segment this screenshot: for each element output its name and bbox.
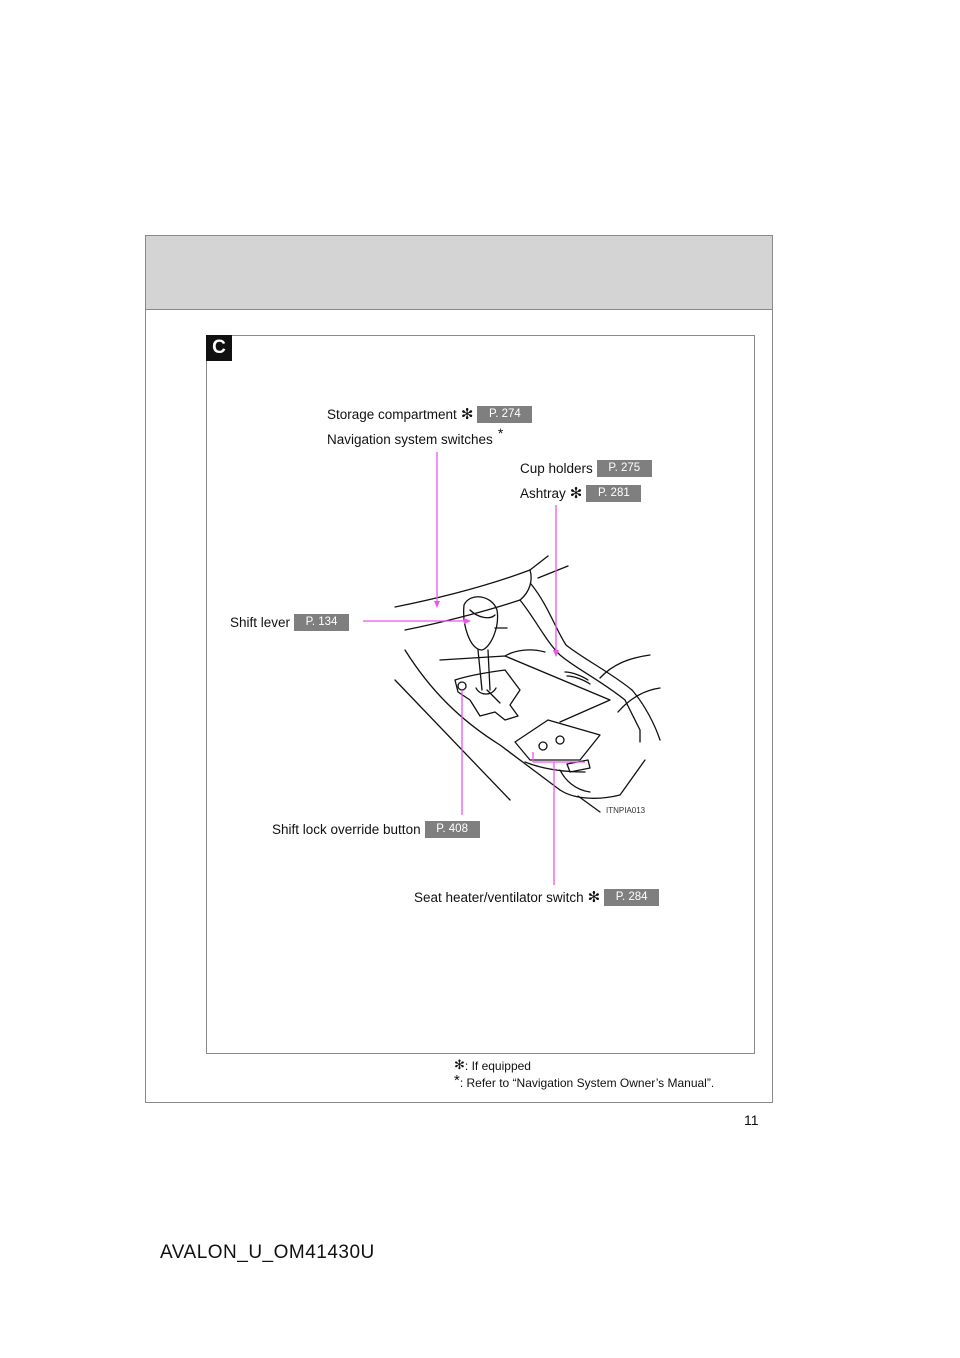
footnote-if-equipped-text: : If equipped <box>464 1059 531 1073</box>
cup-holders-page-ref[interactable]: P. 275 <box>597 460 652 477</box>
footnote-nav-manual <box>454 1072 715 1092</box>
seat-heater-label: Seat heater/ventilator switch <box>414 889 584 905</box>
shift-lever-page-ref[interactable]: P. 134 <box>294 614 349 631</box>
if-equipped-symbol: ✻ <box>587 888 601 906</box>
shift-lever-label: Shift lever <box>230 614 291 630</box>
nav-manual-symbol: * <box>454 1072 460 1089</box>
ashtray-page-ref[interactable]: P. 281 <box>586 485 641 502</box>
cup-holders-callout <box>520 459 652 477</box>
shift-lock-override-callout <box>272 820 480 838</box>
navigation-switches-callout <box>327 425 504 448</box>
seat-heater-page-ref[interactable]: P. 284 <box>604 889 659 906</box>
footnotes <box>454 1058 714 1092</box>
storage-compartment-page-ref[interactable]: P. 274 <box>477 406 532 423</box>
page-number: 11 <box>744 1112 759 1128</box>
cup-holders-label: Cup holders <box>520 460 593 476</box>
navigation-switches-label: Navigation system switches <box>327 431 493 447</box>
storage-compartment-callout <box>327 405 532 423</box>
shift-lever-callout <box>230 613 349 631</box>
footnote-if-equipped <box>454 1058 714 1075</box>
figure-code: ITNPIA013 <box>606 806 646 815</box>
seat-heater-callout <box>414 888 659 906</box>
if-equipped-symbol: ✻ <box>460 405 474 423</box>
ashtray-callout <box>520 484 641 502</box>
section-badge: C <box>206 335 232 361</box>
nav-manual-symbol: * <box>497 425 504 441</box>
storage-compartment-label: Storage compartment <box>327 406 457 422</box>
if-equipped-symbol: ✻ <box>569 484 583 502</box>
footnote-nav-manual-text: : Refer to “Navigation System Owner’s Manual”. <box>459 1076 715 1090</box>
shift-lock-override-label: Shift lock override button <box>272 821 421 837</box>
shift-lock-override-page-ref[interactable]: P. 408 <box>425 821 480 838</box>
document-id: AVALON_U_OM41430U <box>160 1242 375 1263</box>
ashtray-label: Ashtray <box>520 485 566 501</box>
if-equipped-symbol: ✻ <box>454 1057 465 1072</box>
